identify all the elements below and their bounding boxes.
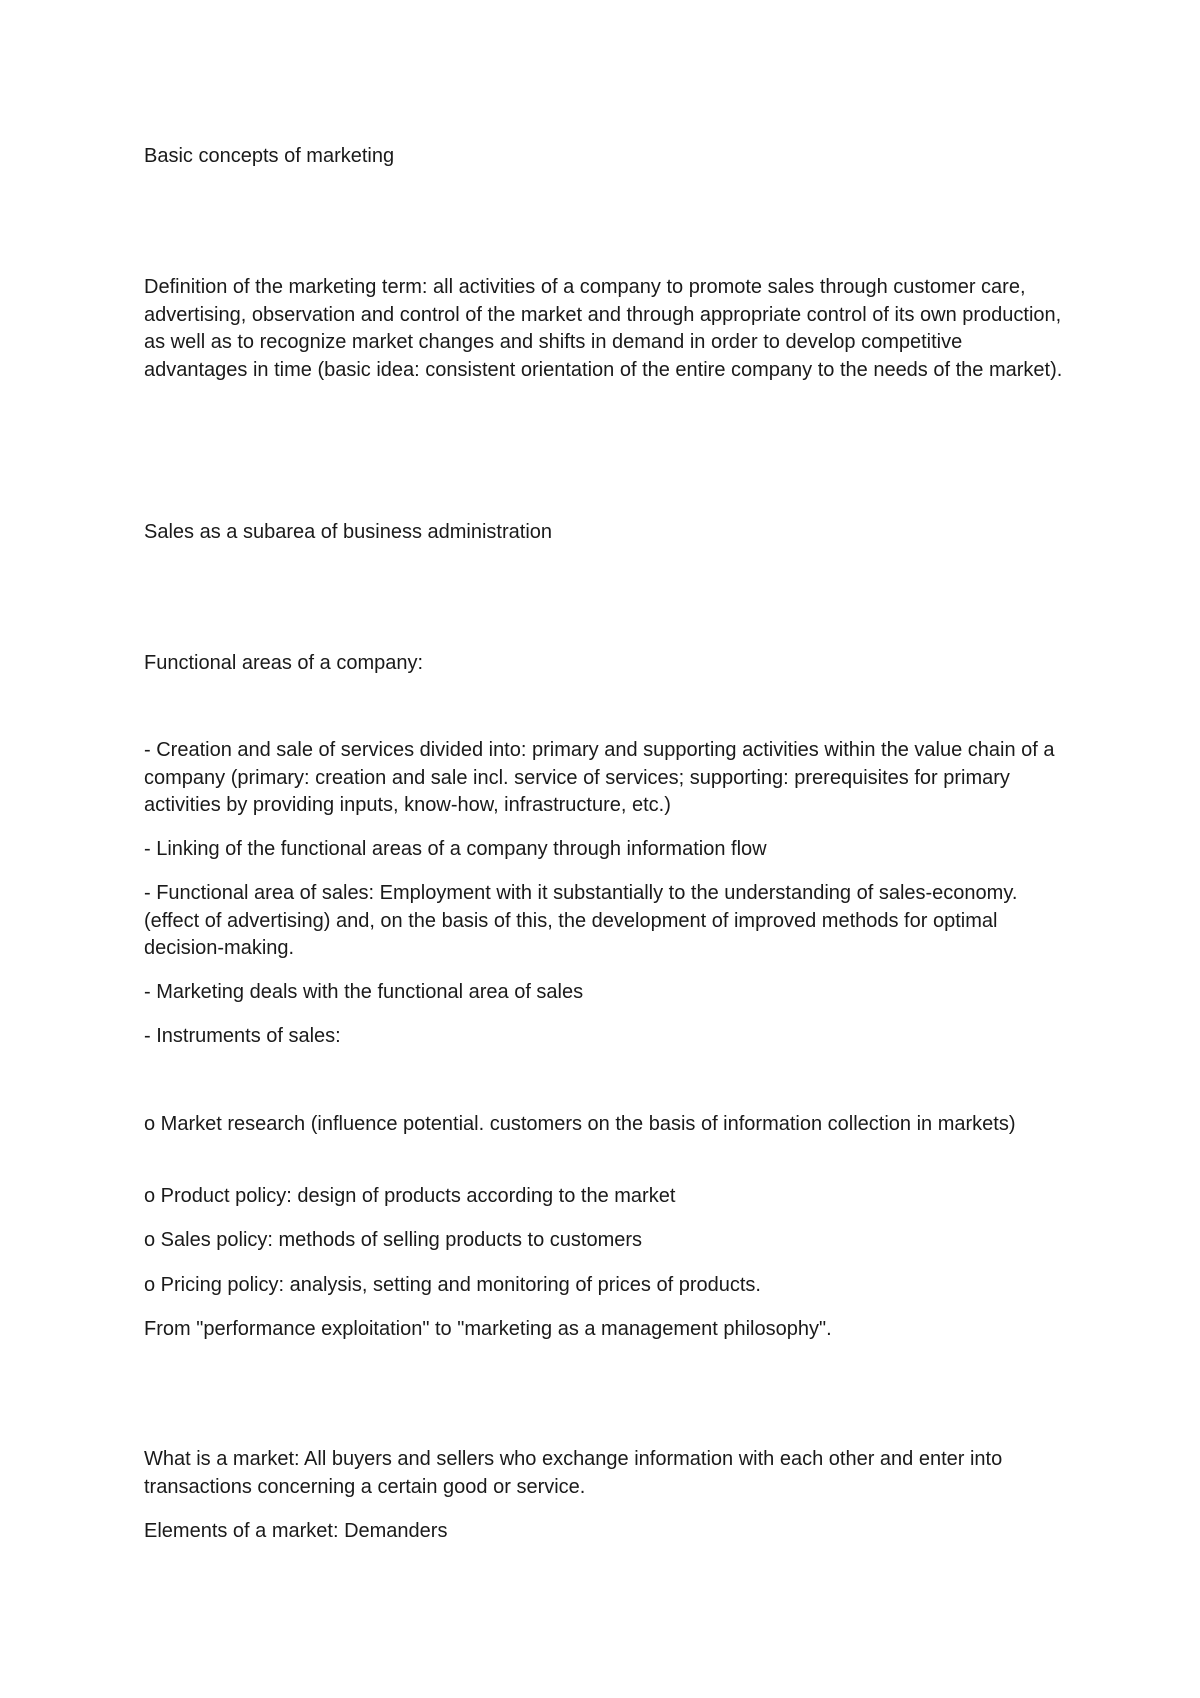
sales-subarea-heading: Sales as a subarea of business administration [144,521,553,543]
bullet-item: - Linking of the functional areas of a company through information flow [144,838,767,860]
marketing-definition-paragraph: Definition of the marketing term: all activities of a company to promote sales through customer care, advertising, observation and control of the market and through appropriate control of its own production, as well as to recognize market changes and shifts in demand in order to develop competitive advantages in time (basic idea: consistent orientation of the entire company to the needs of the market). [144,276,1063,381]
from-line: From "performance exploitation" to "marketing as a management philosophy". [144,1318,832,1340]
bullet-item: - Functional area of sales: Employment with it substantially to the understanding of sales-economy. (effect of advertising) and, on the basis of this, the development of improved methods for optimal decision-making. [144,882,1018,959]
sub-bullet-item: o Pricing policy: analysis, setting and monitoring of prices of products. [144,1274,761,1296]
sub-bullet-item: o Sales policy: methods of selling products to customers [144,1229,643,1251]
market-definition-paragraph: What is a market: All buyers and sellers who exchange information with each other and enter into transactions concerning a certain good or service. [144,1448,1003,1498]
document-title: Basic concepts of marketing [144,145,395,167]
bullet-item: - Creation and sale of services divided into: primary and supporting activities within the value chain of a company (primary: creation and sale incl. service of services; supporting: prerequisites for primary activities by providing inputs, know-how, infrastructure, etc.) [144,739,1055,816]
bullet-item: - Marketing deals with the functional area of sales [144,981,584,1003]
functional-areas-heading: Functional areas of a company: [144,652,424,674]
market-elements-line: Elements of a market: Demanders [144,1520,448,1542]
sub-bullet-item: o Market research (influence potential. customers on the basis of information collection in markets) [144,1113,1016,1135]
bullet-item: - Instruments of sales: [144,1025,341,1047]
sub-bullet-item: o Product policy: design of products according to the market [144,1185,676,1207]
